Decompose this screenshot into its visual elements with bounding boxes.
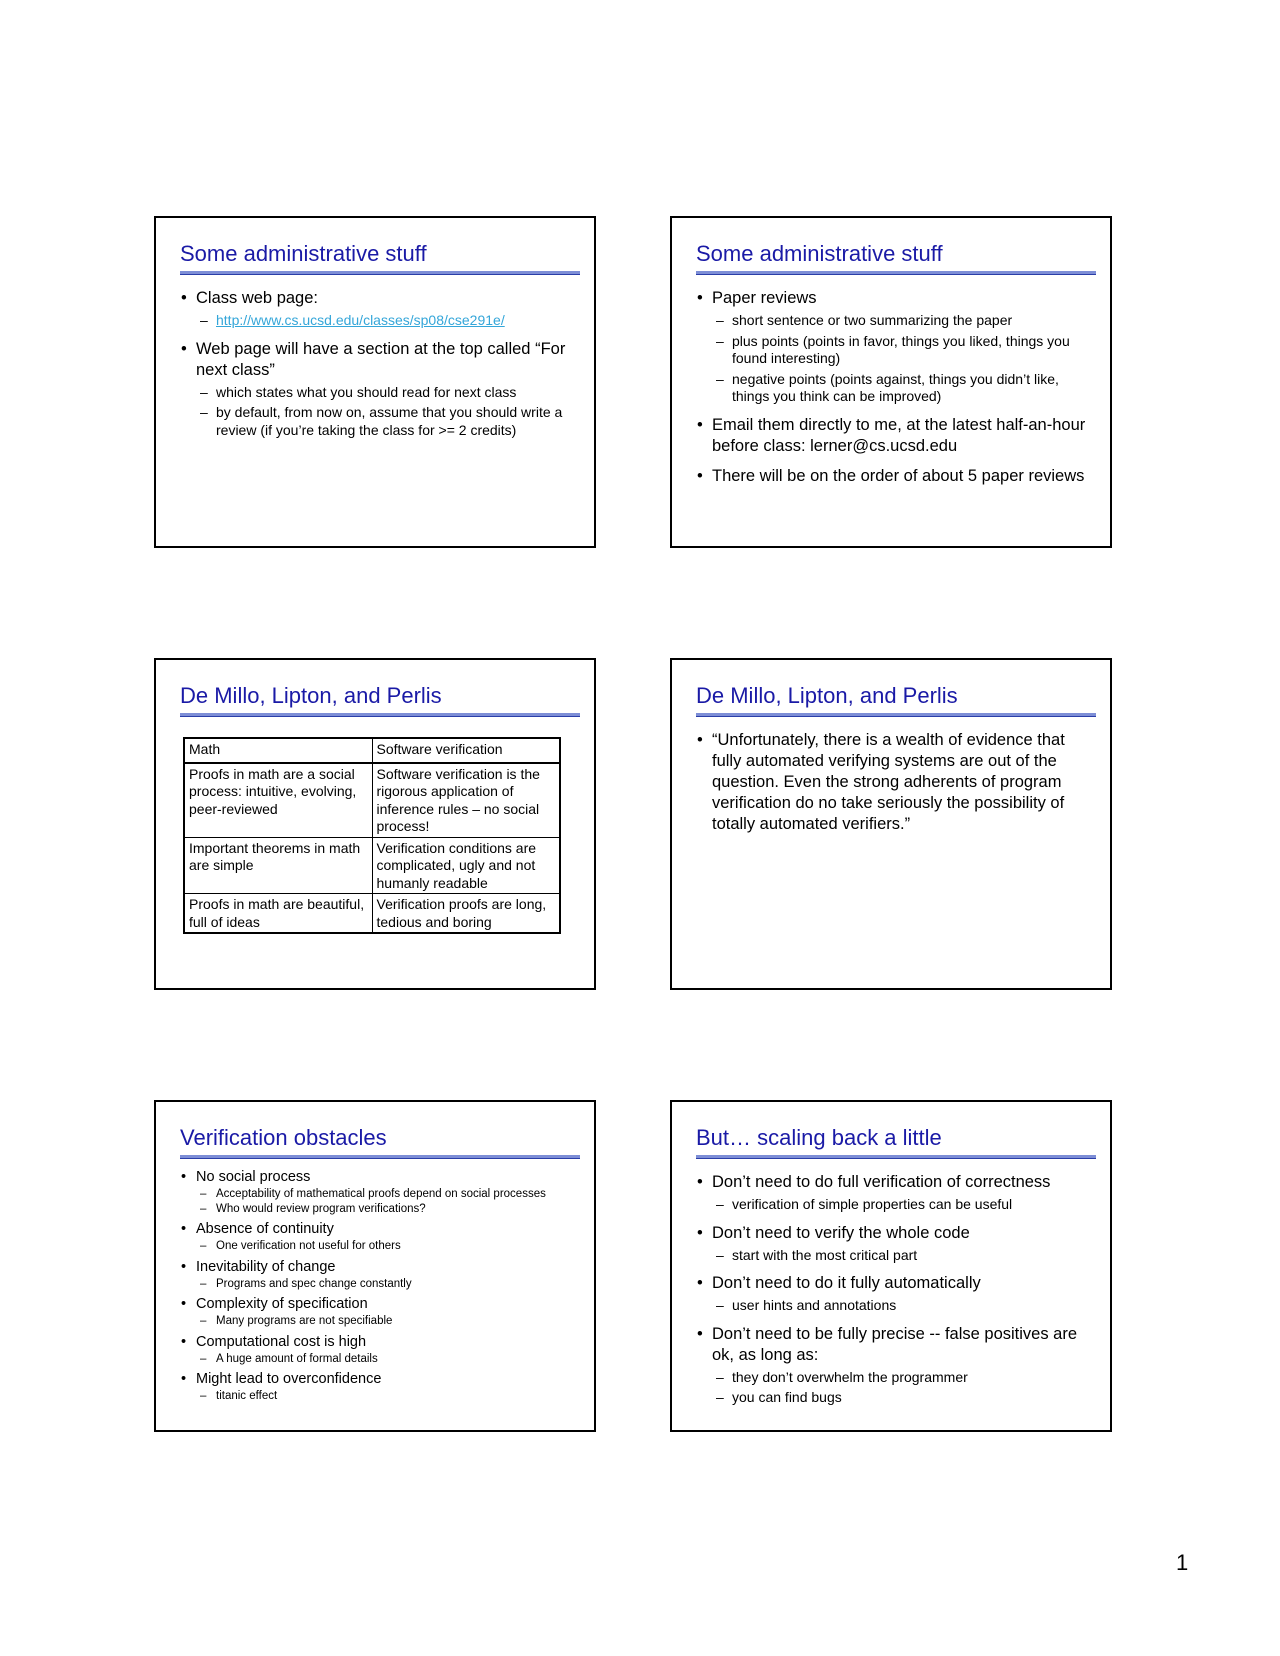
table-cell: Important theorems in math are simple [184, 837, 372, 894]
sub-bullet: – verification of simple properties can be useful [712, 1196, 1096, 1214]
slide-content [180, 1168, 580, 1408]
sub-bullet: – which states what you should read for next class [196, 384, 580, 402]
bullet [696, 1273, 1096, 1315]
bullet [696, 1223, 1096, 1265]
slide-demillo-table [154, 658, 596, 990]
bullet [180, 1220, 580, 1254]
comparison-table [183, 737, 561, 934]
bullet [180, 1258, 580, 1292]
bullet [696, 1172, 1096, 1214]
slide-scaling-back [670, 1100, 1112, 1432]
bullet [180, 1333, 580, 1367]
sub-bullet: – user hints and annotations [712, 1297, 1096, 1315]
bullet-text: Complexity of specification [196, 1296, 368, 1312]
table-row [184, 763, 560, 838]
quote-bullet: • “Unfortunately, there is a wealth of evidence that fully automated verifying systems are out of the question. Even the strong adherents of program verification do no take seriously the possibility of totally automated verifiers.” [696, 730, 1096, 835]
bullet-text: Web page will have a section at the top called “For next class” [196, 339, 566, 379]
sub-bullet: – they don’t overwhelm the programmer [712, 1369, 1096, 1387]
bullet: • There will be on the order of about 5 paper reviews [696, 466, 1096, 487]
table-cell: Verification conditions are complicated, ugly and not humanly readable [372, 837, 560, 894]
bullet [180, 1295, 580, 1329]
slide-content [696, 730, 1096, 844]
slide-verification-obstacles [154, 1100, 596, 1432]
bullet-text: Might lead to overconfidence [196, 1371, 382, 1387]
sub-bullet: – A huge amount of formal details [196, 1352, 580, 1367]
table-row [184, 894, 560, 934]
bullet [696, 1324, 1096, 1407]
slide-title: De Millo, Lipton, and Perlis [696, 683, 1096, 716]
slide-title: But… scaling back a little [696, 1125, 1096, 1158]
bullet-text: Paper reviews [712, 289, 817, 307]
slide-demillo-quote [670, 658, 1112, 990]
slide-content [696, 1172, 1096, 1416]
bullet-text: Class web page: [196, 289, 318, 307]
table-header-row [184, 738, 560, 763]
table-cell: Proofs in math are a social process: intuitive, evolving, peer-reviewed [184, 763, 372, 838]
sub-bullet: – One verification not useful for others [196, 1239, 580, 1254]
sub-bullet: – by default, from now on, assume that you should write a review (if you’re taking the class for >= 2 credits) [196, 404, 580, 439]
sub-bullet: – short sentence or two summarizing the paper [712, 312, 1096, 330]
table-cell: Software verification is the rigorous application of inference rules – no social process! [372, 763, 560, 838]
bullet [180, 1168, 580, 1216]
slide-title: Some administrative stuff [696, 241, 1096, 274]
sub-bullet: – Who would review program verifications? [196, 1202, 580, 1217]
bullet-text: Don’t need to be fully precise -- false positives are ok, as long as: [712, 1324, 1078, 1364]
bullet [180, 288, 580, 330]
sub-bullet: – plus points (points in favor, things you liked, things you found interesting) [712, 333, 1096, 368]
slide-content [696, 288, 1096, 496]
table-cell: Proofs in math are beautiful, full of ideas [184, 894, 372, 934]
slide-title: Verification obstacles [180, 1125, 580, 1158]
bullet-text: Computational cost is high [196, 1333, 367, 1350]
sub-bullet: – you can find bugs [712, 1389, 1096, 1407]
sub-bullet: – Many programs are not specifiable [196, 1314, 580, 1329]
sub-bullet: – Acceptability of mathematical proofs depend on social processes [196, 1187, 580, 1202]
table-header-cell: Math [184, 738, 372, 763]
sub-bullet: – start with the most critical part [712, 1247, 1096, 1265]
bullet-text: Don’t need to do full verification of correctness [712, 1173, 1051, 1191]
slide-admin-1 [154, 216, 596, 548]
sub-bullet: – titanic effect [196, 1389, 580, 1404]
bullet-text: Absence of continuity [196, 1221, 334, 1237]
slide-content [180, 288, 580, 448]
bullet-text: No social process [196, 1169, 311, 1185]
slide-title: Some administrative stuff [180, 241, 580, 274]
bullet [180, 1370, 580, 1404]
sub-bullet [196, 312, 580, 330]
sub-bullet: – negative points (points against, things you didn’t like, things you think can be improved) [712, 371, 1096, 406]
bullet-text: Don’t need to verify the whole code [712, 1223, 970, 1242]
slide-admin-2 [670, 216, 1112, 548]
bullet-text: Don’t need to do it fully automatically [712, 1274, 981, 1292]
table-header-cell: Software verification [372, 738, 560, 763]
sub-bullet: – Programs and spec change constantly [196, 1277, 580, 1292]
bullet: • Email them directly to me, at the latest half-an-hour before class: lerner@cs.ucsd.edu [696, 415, 1096, 457]
slide-title: De Millo, Lipton, and Perlis [180, 683, 580, 716]
bullet-text: Inevitability of change [196, 1258, 336, 1275]
bullet [180, 339, 580, 440]
page-number: 1 [1176, 1550, 1189, 1575]
class-web-page-link[interactable]: http://www.cs.ucsd.edu/classes/sp08/cse291e/ [216, 312, 505, 328]
table-cell: Verification proofs are long, tedious and boring [372, 894, 560, 934]
table-row [184, 837, 560, 894]
bullet [696, 288, 1096, 406]
